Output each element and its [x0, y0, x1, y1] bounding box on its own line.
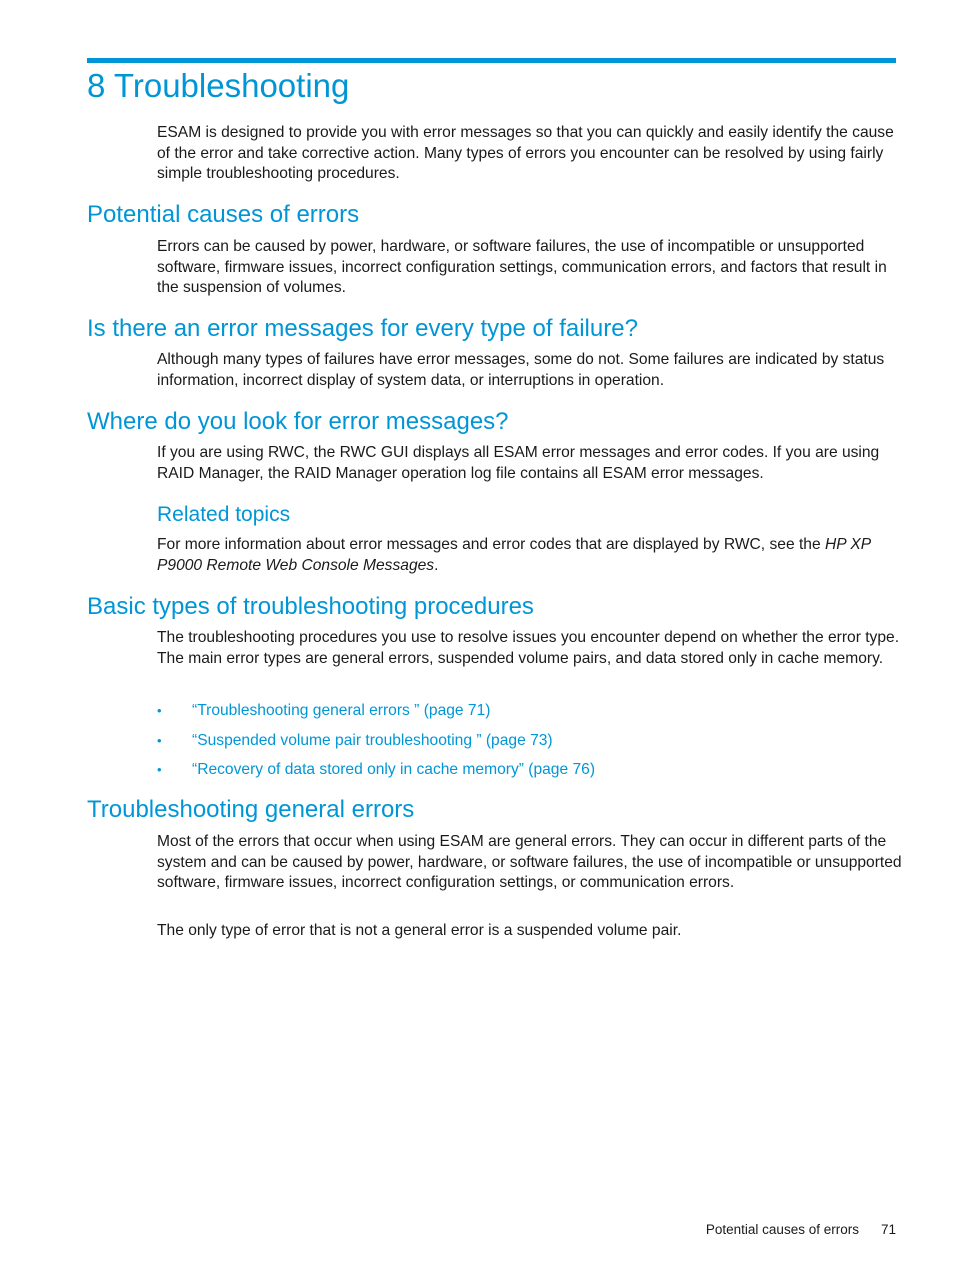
chapter-top-rule — [87, 58, 896, 63]
related-topics-body — [157, 535, 902, 576]
related-topics-doc-title: HP XP P9000 Remote Web Console Messages — [157, 536, 871, 574]
heading-where-to-look: Where do you look for error messages? — [87, 408, 509, 435]
bullet-icon: • — [157, 732, 162, 748]
link-troubleshooting-general-errors[interactable]: “Troubleshooting general errors ” (page 71) — [192, 702, 491, 719]
related-topics-text: For more information about error messages and error codes that are displayed by RWC, see the — [157, 536, 825, 553]
heading-error-messages-every-failure: Is there an error messages for every type of failure? — [87, 315, 638, 342]
heading-troubleshooting-general-errors: Troubleshooting general errors — [87, 796, 415, 823]
footer-section-name: Potential causes of errors — [705, 1222, 859, 1237]
error-messages-every-failure-body: Although many types of failures have error messages, some do not. Some failures are indicated by status information, incorrect display of system data, or interruptions in operation. — [157, 351, 885, 389]
chapter-intro: ESAM is designed to provide you with error messages so that you can quickly and easily identify the cause of the error and take corrective action. Many types of errors you encounter can be resolved by using fairly simple troubleshooting procedures. — [157, 124, 894, 183]
link-suspended-volume-pair[interactable]: “Suspended volume pair troubleshooting ” (page 73) — [192, 731, 553, 749]
link-recovery-cache-memory[interactable]: “Recovery of data stored only in cache memory” (page 76) — [192, 761, 596, 778]
heading-basic-types: Basic types of troubleshooting procedures — [87, 593, 534, 620]
bullet-icon: • — [157, 703, 162, 718]
bullet-icon: • — [157, 762, 162, 777]
general-errors-body-2: The only type of error that is not a general error is a suspended volume pair. — [157, 922, 682, 939]
chapter-title: 8 Troubleshooting — [87, 67, 350, 104]
page-number: 71 — [880, 1222, 896, 1237]
related-topics-period: . — [434, 556, 439, 574]
potential-causes-body: Errors can be caused by power, hardware, or software failures, the use of incompatible or unsupported software, firmware issues, incorrect configuration settings, communication errors, and factors that result in the suspension of volumes. — [157, 238, 887, 297]
page-footer — [706, 1222, 896, 1237]
heading-related-topics: Related topics — [157, 503, 291, 526]
where-to-look-body: If you are using RWC, the RWC GUI displays all ESAM error messages and error codes. If you are using RAID Manager, the RAID Manager operation log file contains all ESAM error messages. — [157, 444, 880, 482]
basic-types-body: The troubleshooting procedures you use to resolve issues you encounter depend on whether the error type. The main error types are general errors, suspended volume pairs, and data stored only in cache memory. — [157, 629, 900, 667]
general-errors-body: Most of the errors that occur when using ESAM are general errors. They can occur in different parts of the system and can be caused by power, hardware, or software failures, the use of incompatible or unsupported software, firmware issues, incorrect configuration settings, or communication errors. — [157, 833, 902, 892]
heading-potential-causes: Potential causes of errors — [87, 201, 360, 228]
